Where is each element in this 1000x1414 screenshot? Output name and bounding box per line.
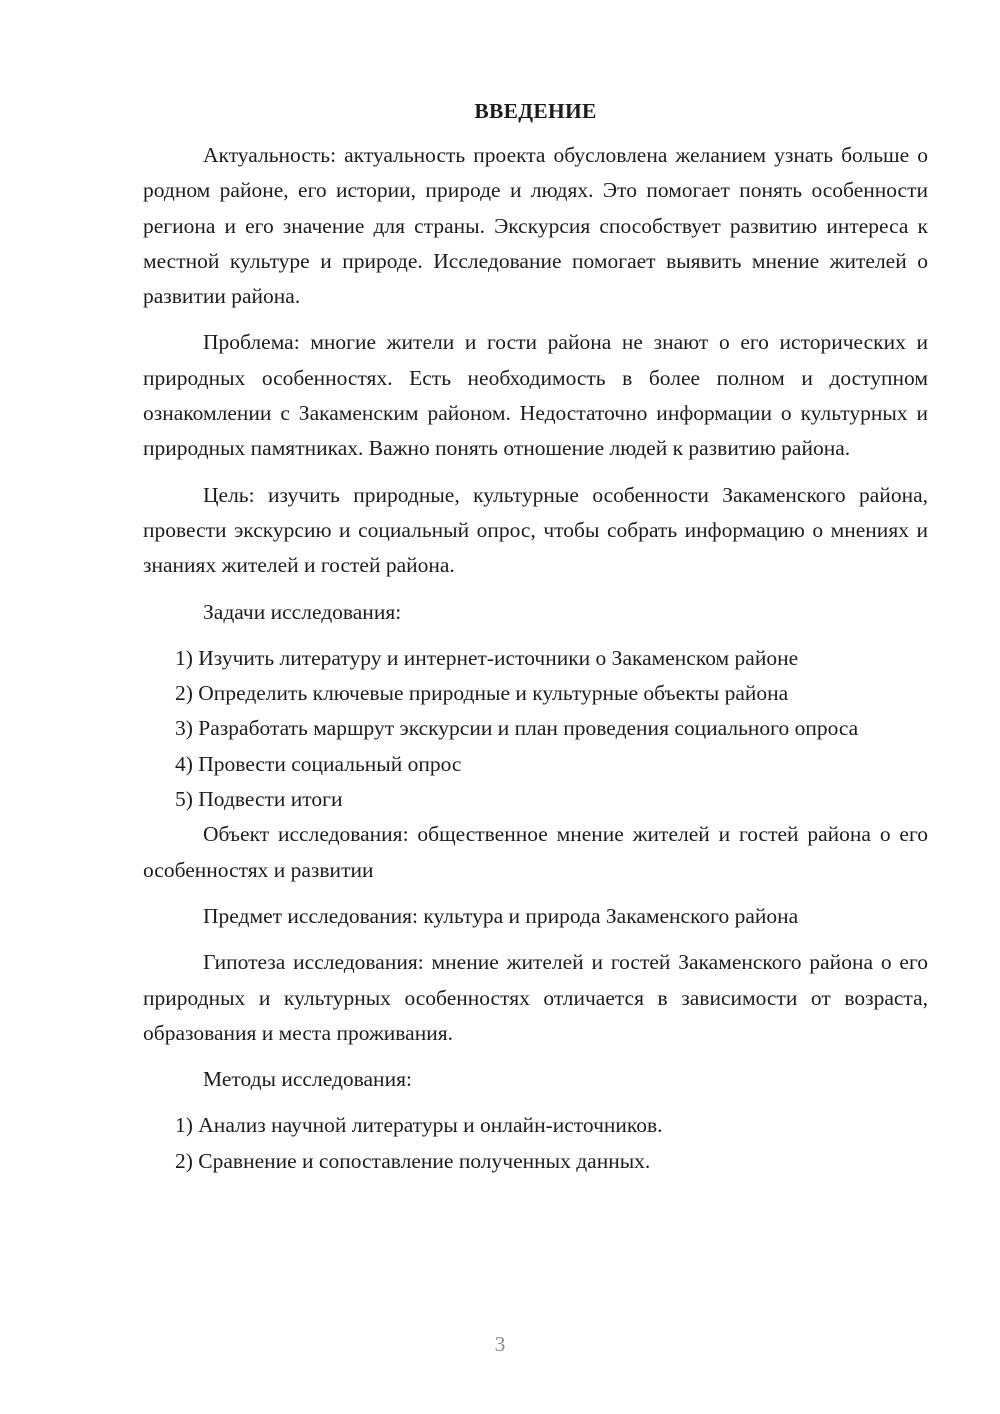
page-title: ВВЕДЕНИЕ [474,99,597,123]
task-item: 4) Провести социальный опрос [175,751,462,776]
method-item: 1) Анализ научной литературы и онлайн-источников. [175,1113,663,1138]
task-item: 3) Разработать маршрут экскурсии и план проведения социального опроса [175,716,859,741]
object-paragraph: Объект исследования: общественное мнение жителей и гостей района о его особенностях и развитии [143,822,928,882]
task-item: 2) Определить ключевые природные и культурные объекты района [175,681,789,706]
hypothesis-paragraph: Гипотеза исследования: мнение жителей и гостей Закаменского района о его природных и культурных особенностях отличается в зависимости от возраста, образования и места проживания. [143,950,928,1045]
relevance-paragraph: Актуальность: актуальность проекта обусловлена желанием узнать больше о родном районе, его истории, природе и людях. Это помогает понять особенности региона и его значение для страны. Экскурсия способствует развитию интереса к местной культуре и природе. Исследование помогает выявить мнение жителей о развитии района. [143,143,928,309]
tasks-heading: Задачи исследования: [203,599,402,624]
method-item: 2) Сравнение и сопоставление полученных данных. [175,1148,651,1173]
task-item: 1) Изучить литературу и интернет-источники о Закаменском районе [175,645,799,670]
problem-paragraph: Проблема: многие жители и гости района не знают о его исторических и природных особенностях. Есть необходимость в более полном и доступном ознакомлении с Закаменским районом. Недостаточно информации о культурных и природных памятниках. Важно понять отношение людей к развитию района. [143,330,928,461]
document-page [143,96,928,1179]
subject-paragraph: Предмет исследования: культура и природа Закаменского района [203,903,799,928]
methods-heading: Методы исследования: [203,1067,412,1092]
goal-paragraph: Цель: изучить природные, культурные особенности Закаменского района, провести экскурсию и социальный опрос, чтобы собрать информацию о мнениях и знаниях жителей и гостей района. [143,482,928,578]
page-number: 3 [494,1332,506,1356]
task-item: 5) Подвести итоги [175,787,343,812]
